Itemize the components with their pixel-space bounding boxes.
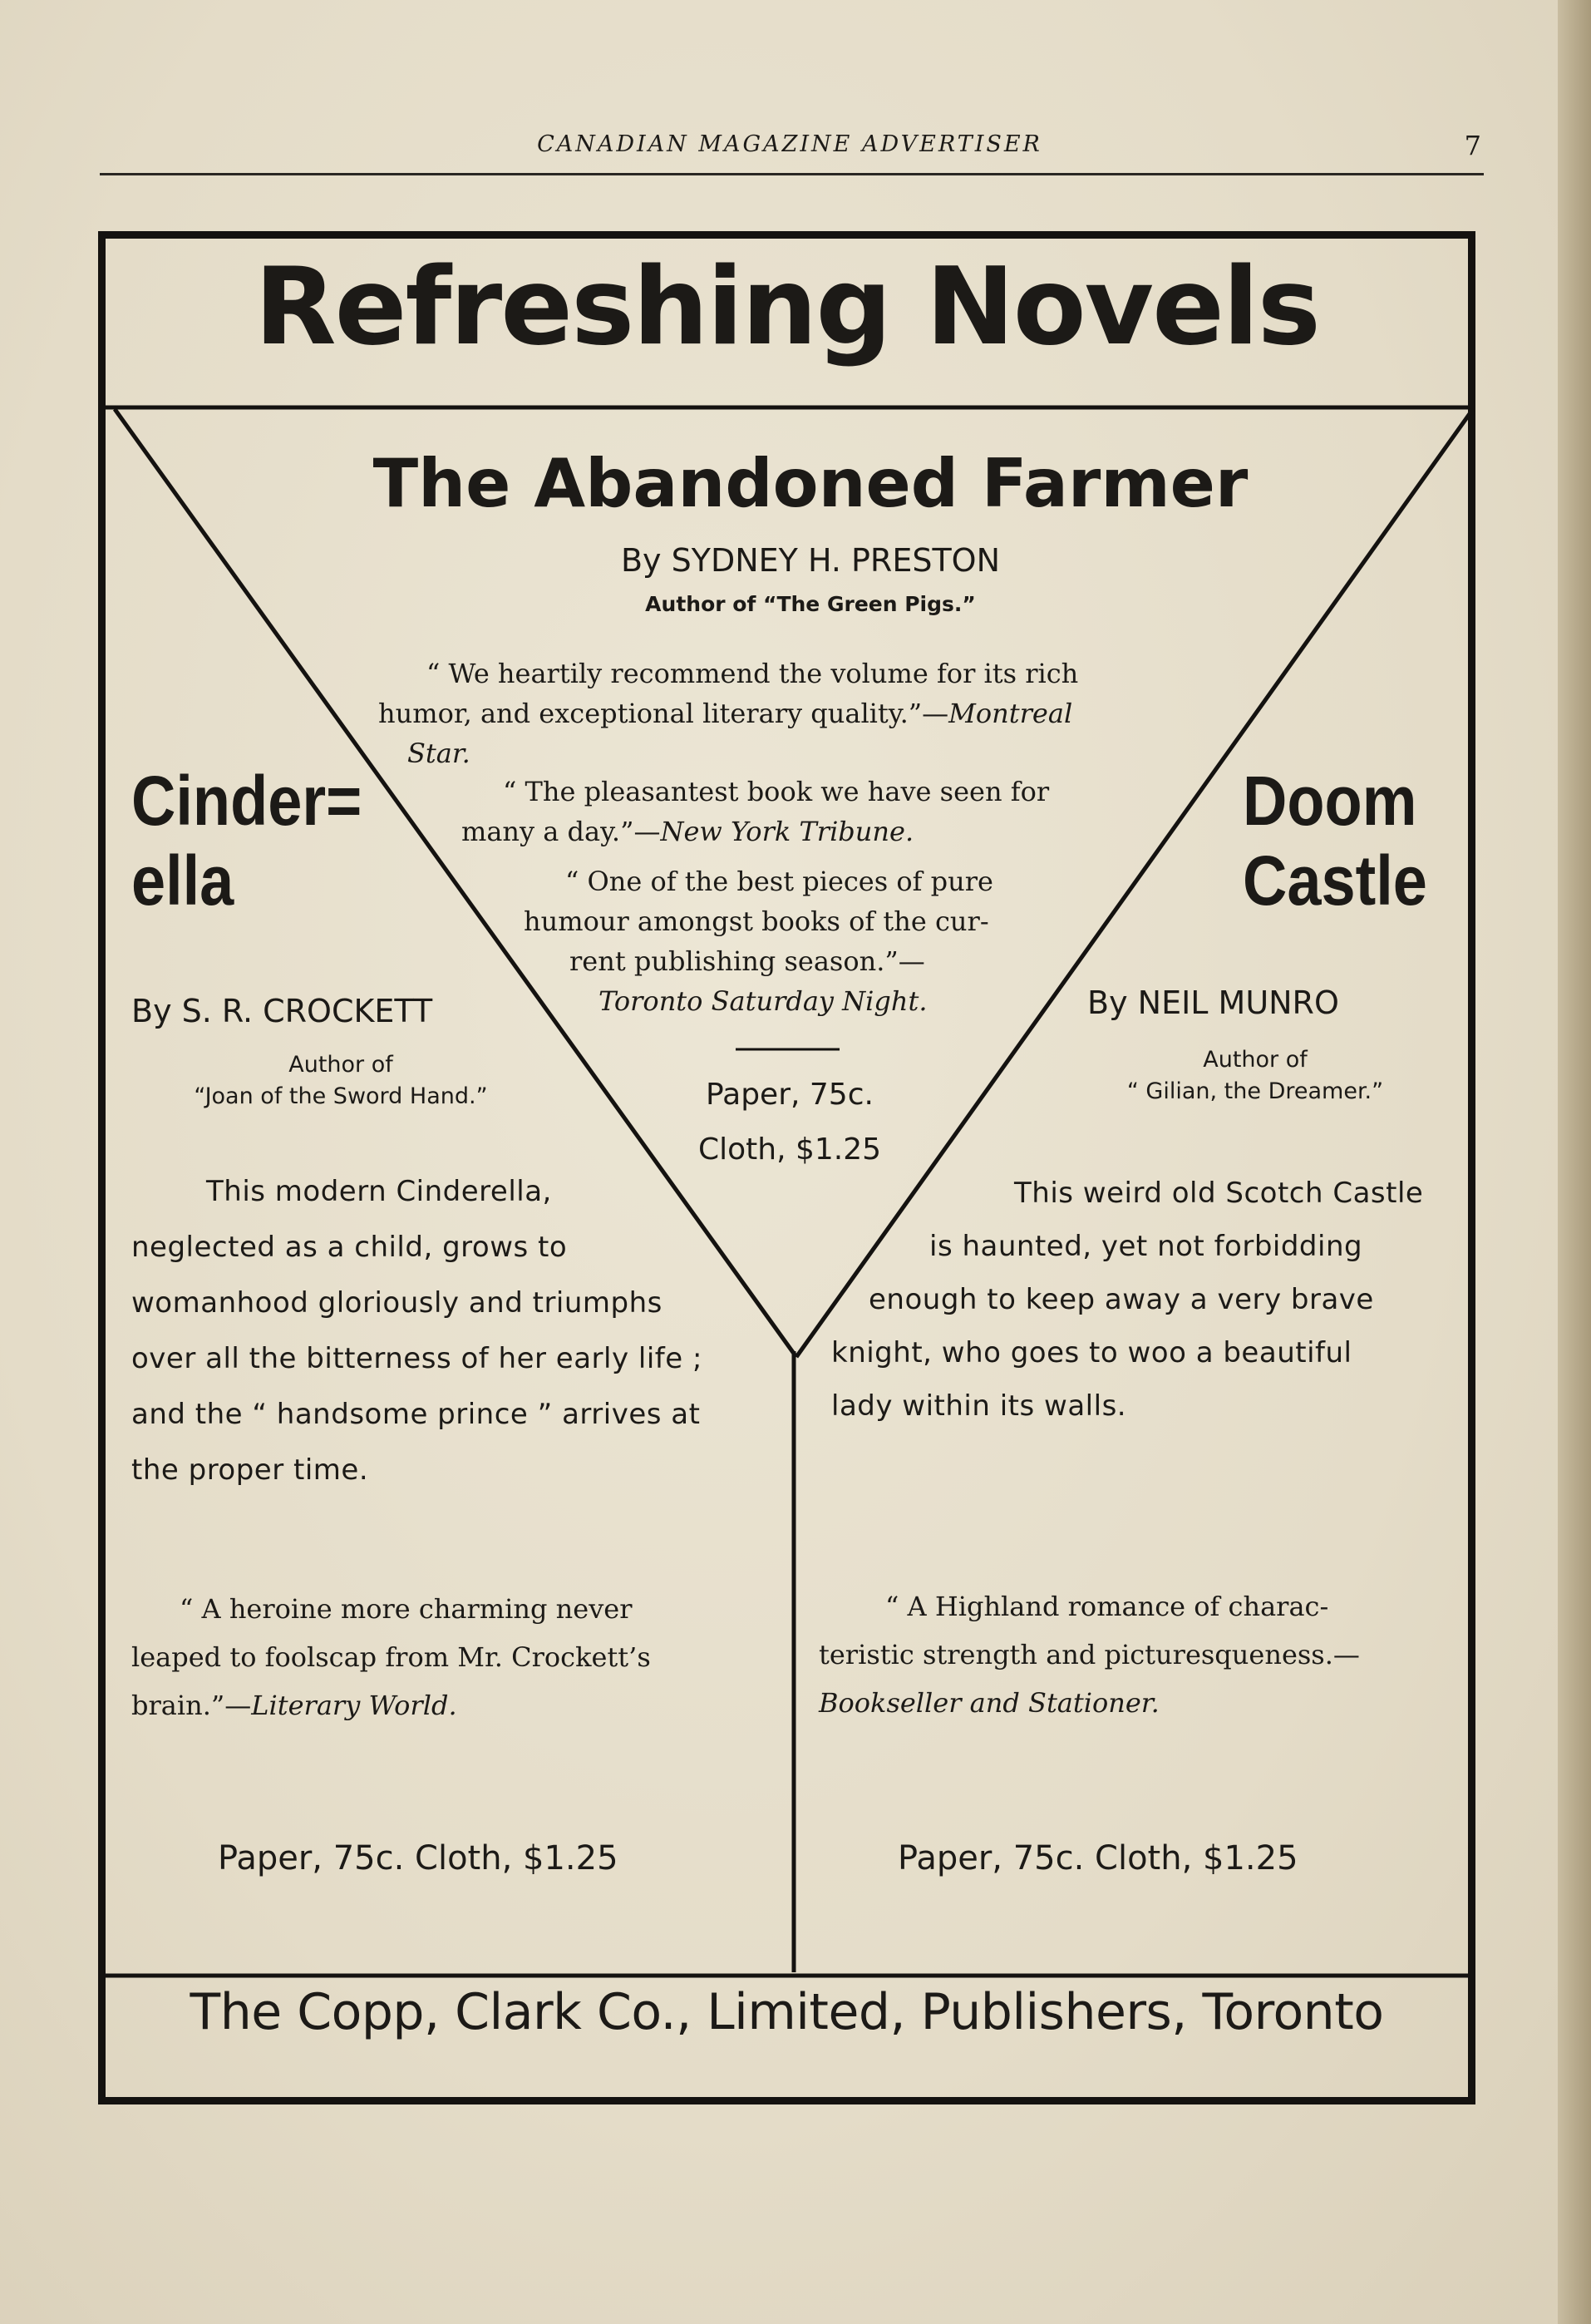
center-book-title: The Abandoned Farmer <box>372 445 1249 522</box>
center-book-author: By SYDNEY H. PRESTON <box>620 542 1001 579</box>
right-title-line-2: Castle <box>1243 841 1427 920</box>
review-source: Star. <box>407 738 470 769</box>
left-title-line-2: ella <box>131 841 234 920</box>
review-line: rent publishing season.”— <box>569 945 925 977</box>
credit-line: Author of <box>1203 1047 1308 1073</box>
description-line: This weird old Scotch Castle <box>1014 1177 1424 1210</box>
description-line: the proper time. <box>131 1453 369 1487</box>
review-line <box>378 693 1078 733</box>
description-line: knight, who goes to woo a beautiful <box>831 1336 1352 1369</box>
credit-line: Author of <box>288 1052 393 1078</box>
review-line <box>131 1681 651 1729</box>
review-line: “ The pleasantest book we have seen for <box>503 776 1050 807</box>
review-line: humour amongst books of the cur- <box>524 905 989 937</box>
description-line: and the “ handsome prince ” arrives at <box>131 1398 701 1431</box>
left-book-author: By S. R. CROCKETT <box>131 993 433 1029</box>
left-title-line-1: Cinder= <box>131 762 362 840</box>
review-line <box>461 812 1049 851</box>
right-book-author: By NEIL MUNRO <box>1087 984 1339 1021</box>
review-text: brain.”— <box>131 1690 252 1721</box>
description-line: This modern Cinderella, <box>206 1175 552 1208</box>
credit-line: “ Gilian, the Dreamer.” <box>1126 1078 1384 1104</box>
right-book-description <box>831 1167 1423 1433</box>
left-book-review <box>131 1585 651 1729</box>
publisher-footer: The Copp, Clark Co., Limited, Publishers, Toronto <box>190 1983 1384 2041</box>
review-source: Literary World. <box>251 1690 457 1721</box>
right-book-credit <box>1072 1044 1438 1108</box>
review-line: teristic strength and picturesqueness.— <box>819 1639 1360 1670</box>
left-book-credit <box>158 1049 524 1113</box>
review-line: “ A heroine more charming never <box>180 1593 633 1625</box>
review-source: New York Tribune. <box>660 816 914 847</box>
center-book-credit: Author of “The Green Pigs.” <box>645 592 976 616</box>
description-line: over all the bitterness of her early life ; <box>131 1342 702 1375</box>
right-book-title <box>1243 761 1427 920</box>
review-line: “ A Highland romance of charac- <box>885 1591 1329 1622</box>
center-review-1 <box>378 654 1078 773</box>
right-book-review <box>819 1582 1360 1727</box>
left-book-title <box>131 761 362 920</box>
review-line: “ One of the best pieces of pure <box>565 866 993 897</box>
review-line: leaped to foolscap from Mr. Crockett’s <box>131 1641 651 1673</box>
right-title-line-1: Doom <box>1243 762 1417 840</box>
page-number: 7 <box>1464 130 1481 161</box>
description-line: womanhood gloriously and triumphs <box>131 1286 663 1320</box>
description-line: is haunted, yet not forbidding <box>929 1230 1363 1263</box>
review-source: Bookseller and Stationer. <box>819 1687 1160 1719</box>
review-text: humor, and exceptional literary quality.”— <box>378 698 949 729</box>
review-text: many a day.”— <box>461 816 661 847</box>
credit-line: “Joan of the Sword Hand.” <box>194 1083 488 1109</box>
headline: Refreshing Novels <box>254 245 1319 369</box>
right-book-prices: Paper, 75c. Cloth, $1.25 <box>898 1839 1298 1877</box>
review-source: Toronto Saturday Night. <box>598 985 928 1017</box>
description-line: enough to keep away a very brave <box>869 1283 1374 1316</box>
left-book-prices: Paper, 75c. Cloth, $1.25 <box>218 1839 618 1877</box>
left-book-description <box>131 1164 702 1498</box>
review-line: “ We heartily recommend the volume for its rich <box>426 658 1079 689</box>
center-price-paper: Paper, 75c. <box>706 1078 874 1112</box>
description-line: neglected as a child, grows to <box>131 1231 568 1264</box>
header-title: CANADIAN MAGAZINE ADVERTISER <box>537 131 1042 157</box>
center-review-3 <box>524 861 993 1021</box>
center-price-cloth: Cloth, $1.25 <box>697 1132 882 1167</box>
review-source: Montreal <box>948 698 1073 729</box>
center-review-2 <box>461 772 1049 851</box>
description-line: lady within its walls. <box>831 1389 1127 1423</box>
